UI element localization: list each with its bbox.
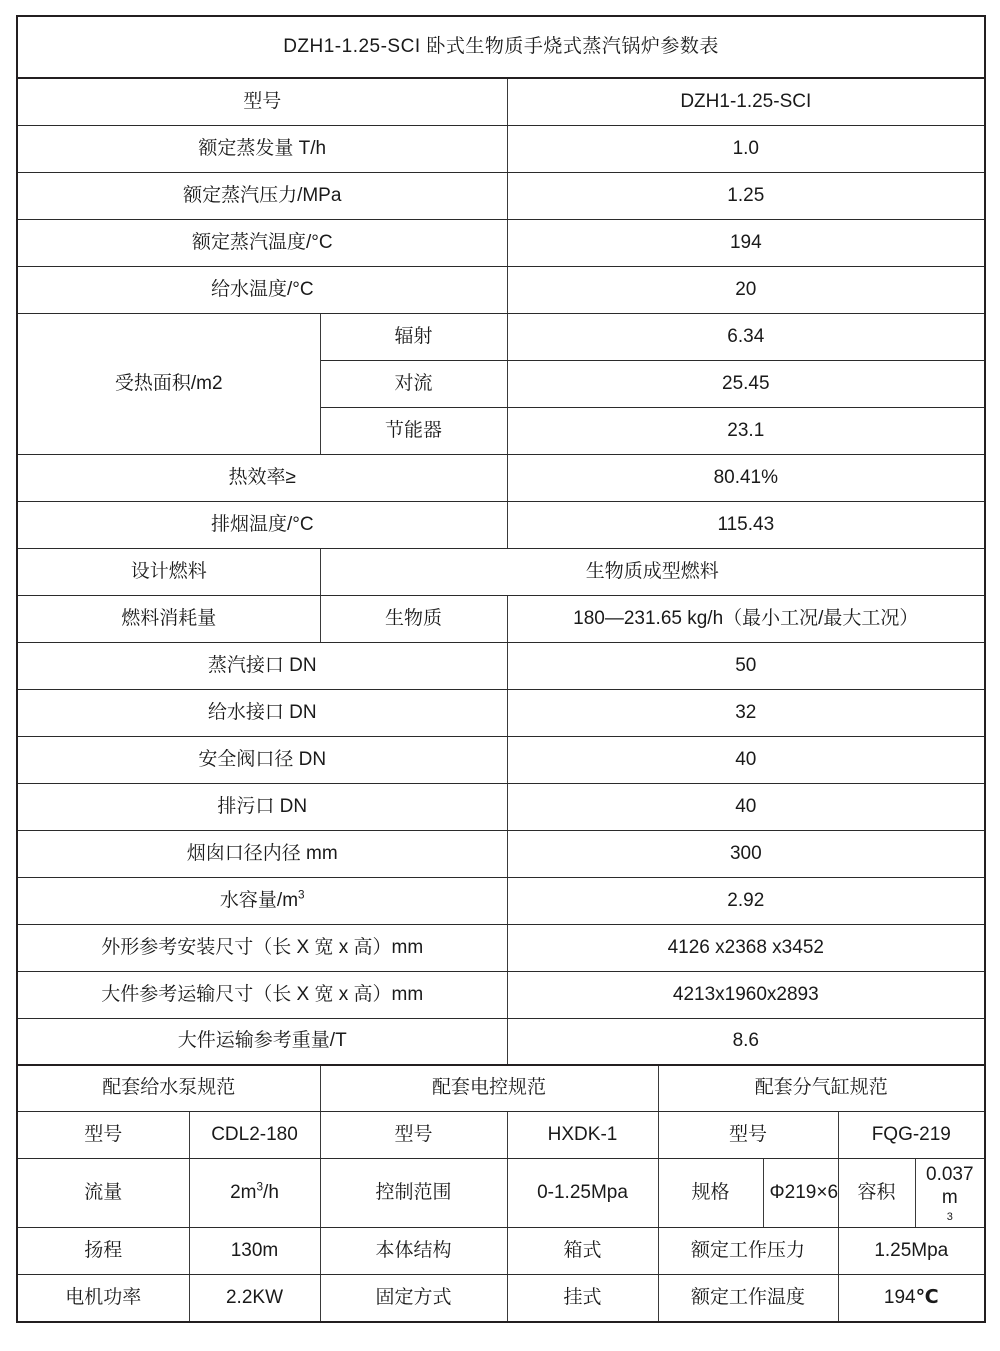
control-value-mounting: 挂式 — [507, 1275, 658, 1322]
row-value-transport-weight: 8.6 — [507, 1018, 985, 1065]
row-value-design-fuel: 生物质成型燃料 — [320, 548, 985, 595]
row-value-feedwater-temperature: 20 — [507, 266, 985, 313]
page-title: DZH1-1.25-SCI 卧式生物质手烧式蒸汽锅炉参数表 — [17, 16, 985, 78]
control-label-mounting: 固定方式 — [320, 1275, 507, 1322]
section-header-manifold: 配套分气缸规范 — [658, 1065, 985, 1111]
control-value-range: 0-1.25Mpa — [507, 1158, 658, 1228]
row-label-thermal-efficiency: 热效率≥ — [17, 454, 507, 501]
control-value-structure: 箱式 — [507, 1228, 658, 1275]
table-row-rated-pressure — [17, 172, 985, 219]
pump-flow-superscript: 3 — [256, 1180, 264, 1194]
row-value-rated-temperature: 194 — [507, 219, 985, 266]
accessory-row-model — [17, 1111, 985, 1158]
table-row-feedwater-port — [17, 689, 985, 736]
row-value-installation-size: 4126 x2368 x3452 — [507, 924, 985, 971]
manifold-label-working-temperature: 额定工作温度 — [658, 1275, 838, 1322]
row-label-steam-port: 蒸汽接口 DN — [17, 642, 507, 689]
row-value-thermal-efficiency: 80.41% — [507, 454, 985, 501]
row-value-exhaust-temperature: 115.43 — [507, 501, 985, 548]
table-row-blowdown-port — [17, 783, 985, 830]
manifold-value-volume — [915, 1158, 985, 1228]
manifold-label-working-pressure: 额定工作压力 — [658, 1228, 838, 1275]
row-label-water-capacity — [17, 877, 507, 924]
sub-label-economizer: 节能器 — [320, 407, 507, 454]
manifold-value-model: FQG-219 — [838, 1111, 985, 1158]
manifold-value-spec: Φ219×6 — [763, 1158, 838, 1228]
pump-label-head: 扬程 — [17, 1228, 189, 1275]
row-label-feedwater-port: 给水接口 DN — [17, 689, 507, 736]
table-row-transport-weight — [17, 1018, 985, 1065]
table-row-model — [17, 78, 985, 125]
manifold-label-model: 型号 — [658, 1111, 838, 1158]
table-row-rated-evaporation — [17, 125, 985, 172]
section-header-control: 配套电控规范 — [320, 1065, 658, 1111]
row-value-safety-valve: 40 — [507, 736, 985, 783]
pump-value-head: 130m — [189, 1228, 320, 1275]
table-row-safety-valve — [17, 736, 985, 783]
row-value-chimney-diameter: 300 — [507, 830, 985, 877]
table-row-transport-size — [17, 971, 985, 1018]
pump-label-flow: 流量 — [17, 1158, 189, 1228]
row-label-blowdown-port: 排污口 DN — [17, 783, 507, 830]
row-label-transport-size: 大件参考运输尺寸（长 X 宽 x 高）mm — [17, 971, 507, 1018]
manifold-label-spec: 规格 — [658, 1158, 763, 1228]
row-value-steam-port: 50 — [507, 642, 985, 689]
pump-value-flow — [189, 1158, 320, 1228]
manifold-temp-number: 194 — [883, 1286, 916, 1308]
pump-value-model: CDL2-180 — [189, 1111, 320, 1158]
table-row-fuel-consumption — [17, 595, 985, 642]
boiler-spec-table — [16, 15, 986, 1323]
table-row-chimney-diameter — [17, 830, 985, 877]
row-value-model: DZH1-1.25-SCI — [507, 78, 985, 125]
table-row-heating-surface-radiation — [17, 313, 985, 360]
manifold-value-working-temperature — [838, 1275, 985, 1322]
row-value-economizer: 23.1 — [507, 407, 985, 454]
accessory-row-motor-temperature — [17, 1275, 985, 1322]
sub-label-radiation: 辐射 — [320, 313, 507, 360]
row-value-fuel-consumption: 180—231.65 kg/h（最小工况/最大工况） — [507, 595, 985, 642]
row-value-water-capacity: 2.92 — [507, 877, 985, 924]
manifold-volume-main: 0.037m — [926, 1163, 974, 1209]
pump-flow-value-suffix: /h — [263, 1181, 279, 1203]
accessory-row-flow-spec — [17, 1158, 985, 1228]
water-capacity-superscript: 3 — [298, 888, 305, 902]
water-capacity-label-text: 水容量/m — [219, 889, 299, 911]
table-row-water-capacity — [17, 877, 985, 924]
control-label-model: 型号 — [320, 1111, 507, 1158]
pump-value-motor-power: 2.2KW — [189, 1275, 320, 1322]
sub-label-convection: 对流 — [320, 360, 507, 407]
row-label-heating-surface: 受热面积/m2 — [17, 313, 320, 454]
row-label-chimney-diameter: 烟囱口径内径 mm — [17, 830, 507, 877]
row-value-feedwater-port: 32 — [507, 689, 985, 736]
manifold-value-working-pressure: 1.25Mpa — [838, 1228, 985, 1275]
row-label-rated-temperature: 额定蒸汽温度/°C — [17, 219, 507, 266]
row-value-transport-size: 4213x1960x2893 — [507, 971, 985, 1018]
row-value-radiation: 6.34 — [507, 313, 985, 360]
table-row-design-fuel — [17, 548, 985, 595]
table-title-row — [17, 16, 985, 78]
pump-label-model: 型号 — [17, 1111, 189, 1158]
row-label-fuel-consumption: 燃料消耗量 — [17, 595, 320, 642]
section-header-pump: 配套给水泵规范 — [17, 1065, 320, 1111]
sub-label-biomass: 生物质 — [320, 595, 507, 642]
row-label-exhaust-temperature: 排烟温度/°C — [17, 501, 507, 548]
row-label-design-fuel: 设计燃料 — [17, 548, 320, 595]
table-row-feedwater-temperature — [17, 266, 985, 313]
control-label-structure: 本体结构 — [320, 1228, 507, 1275]
manifold-volume-exponent: 3 — [946, 1211, 953, 1223]
row-value-rated-evaporation: 1.0 — [507, 125, 985, 172]
table-row-exhaust-temperature — [17, 501, 985, 548]
row-value-blowdown-port: 40 — [507, 783, 985, 830]
row-value-rated-pressure: 1.25 — [507, 172, 985, 219]
row-value-convection: 25.45 — [507, 360, 985, 407]
table-row-installation-size — [17, 924, 985, 971]
manifold-temp-unit: ℃ — [915, 1286, 939, 1308]
row-label-safety-valve: 安全阀口径 DN — [17, 736, 507, 783]
row-label-transport-weight: 大件运输参考重量/T — [17, 1018, 507, 1065]
table-row-steam-port — [17, 642, 985, 689]
pump-label-motor-power: 电机功率 — [17, 1275, 189, 1322]
row-label-installation-size: 外形参考安装尺寸（长 X 宽 x 高）mm — [17, 924, 507, 971]
accessory-row-head-pressure — [17, 1228, 985, 1275]
row-label-rated-evaporation: 额定蒸发量 T/h — [17, 125, 507, 172]
control-label-range: 控制范围 — [320, 1158, 507, 1228]
row-label-model: 型号 — [17, 78, 507, 125]
row-label-feedwater-temperature: 给水温度/°C — [17, 266, 507, 313]
manifold-label-volume: 容积 — [838, 1158, 915, 1228]
accessory-section-header-row — [17, 1065, 985, 1111]
pump-flow-value-text: 2m — [230, 1181, 257, 1203]
row-label-rated-pressure: 额定蒸汽压力/MPa — [17, 172, 507, 219]
control-value-model: HXDK-1 — [507, 1111, 658, 1158]
table-row-thermal-efficiency — [17, 454, 985, 501]
table-row-rated-temperature — [17, 219, 985, 266]
